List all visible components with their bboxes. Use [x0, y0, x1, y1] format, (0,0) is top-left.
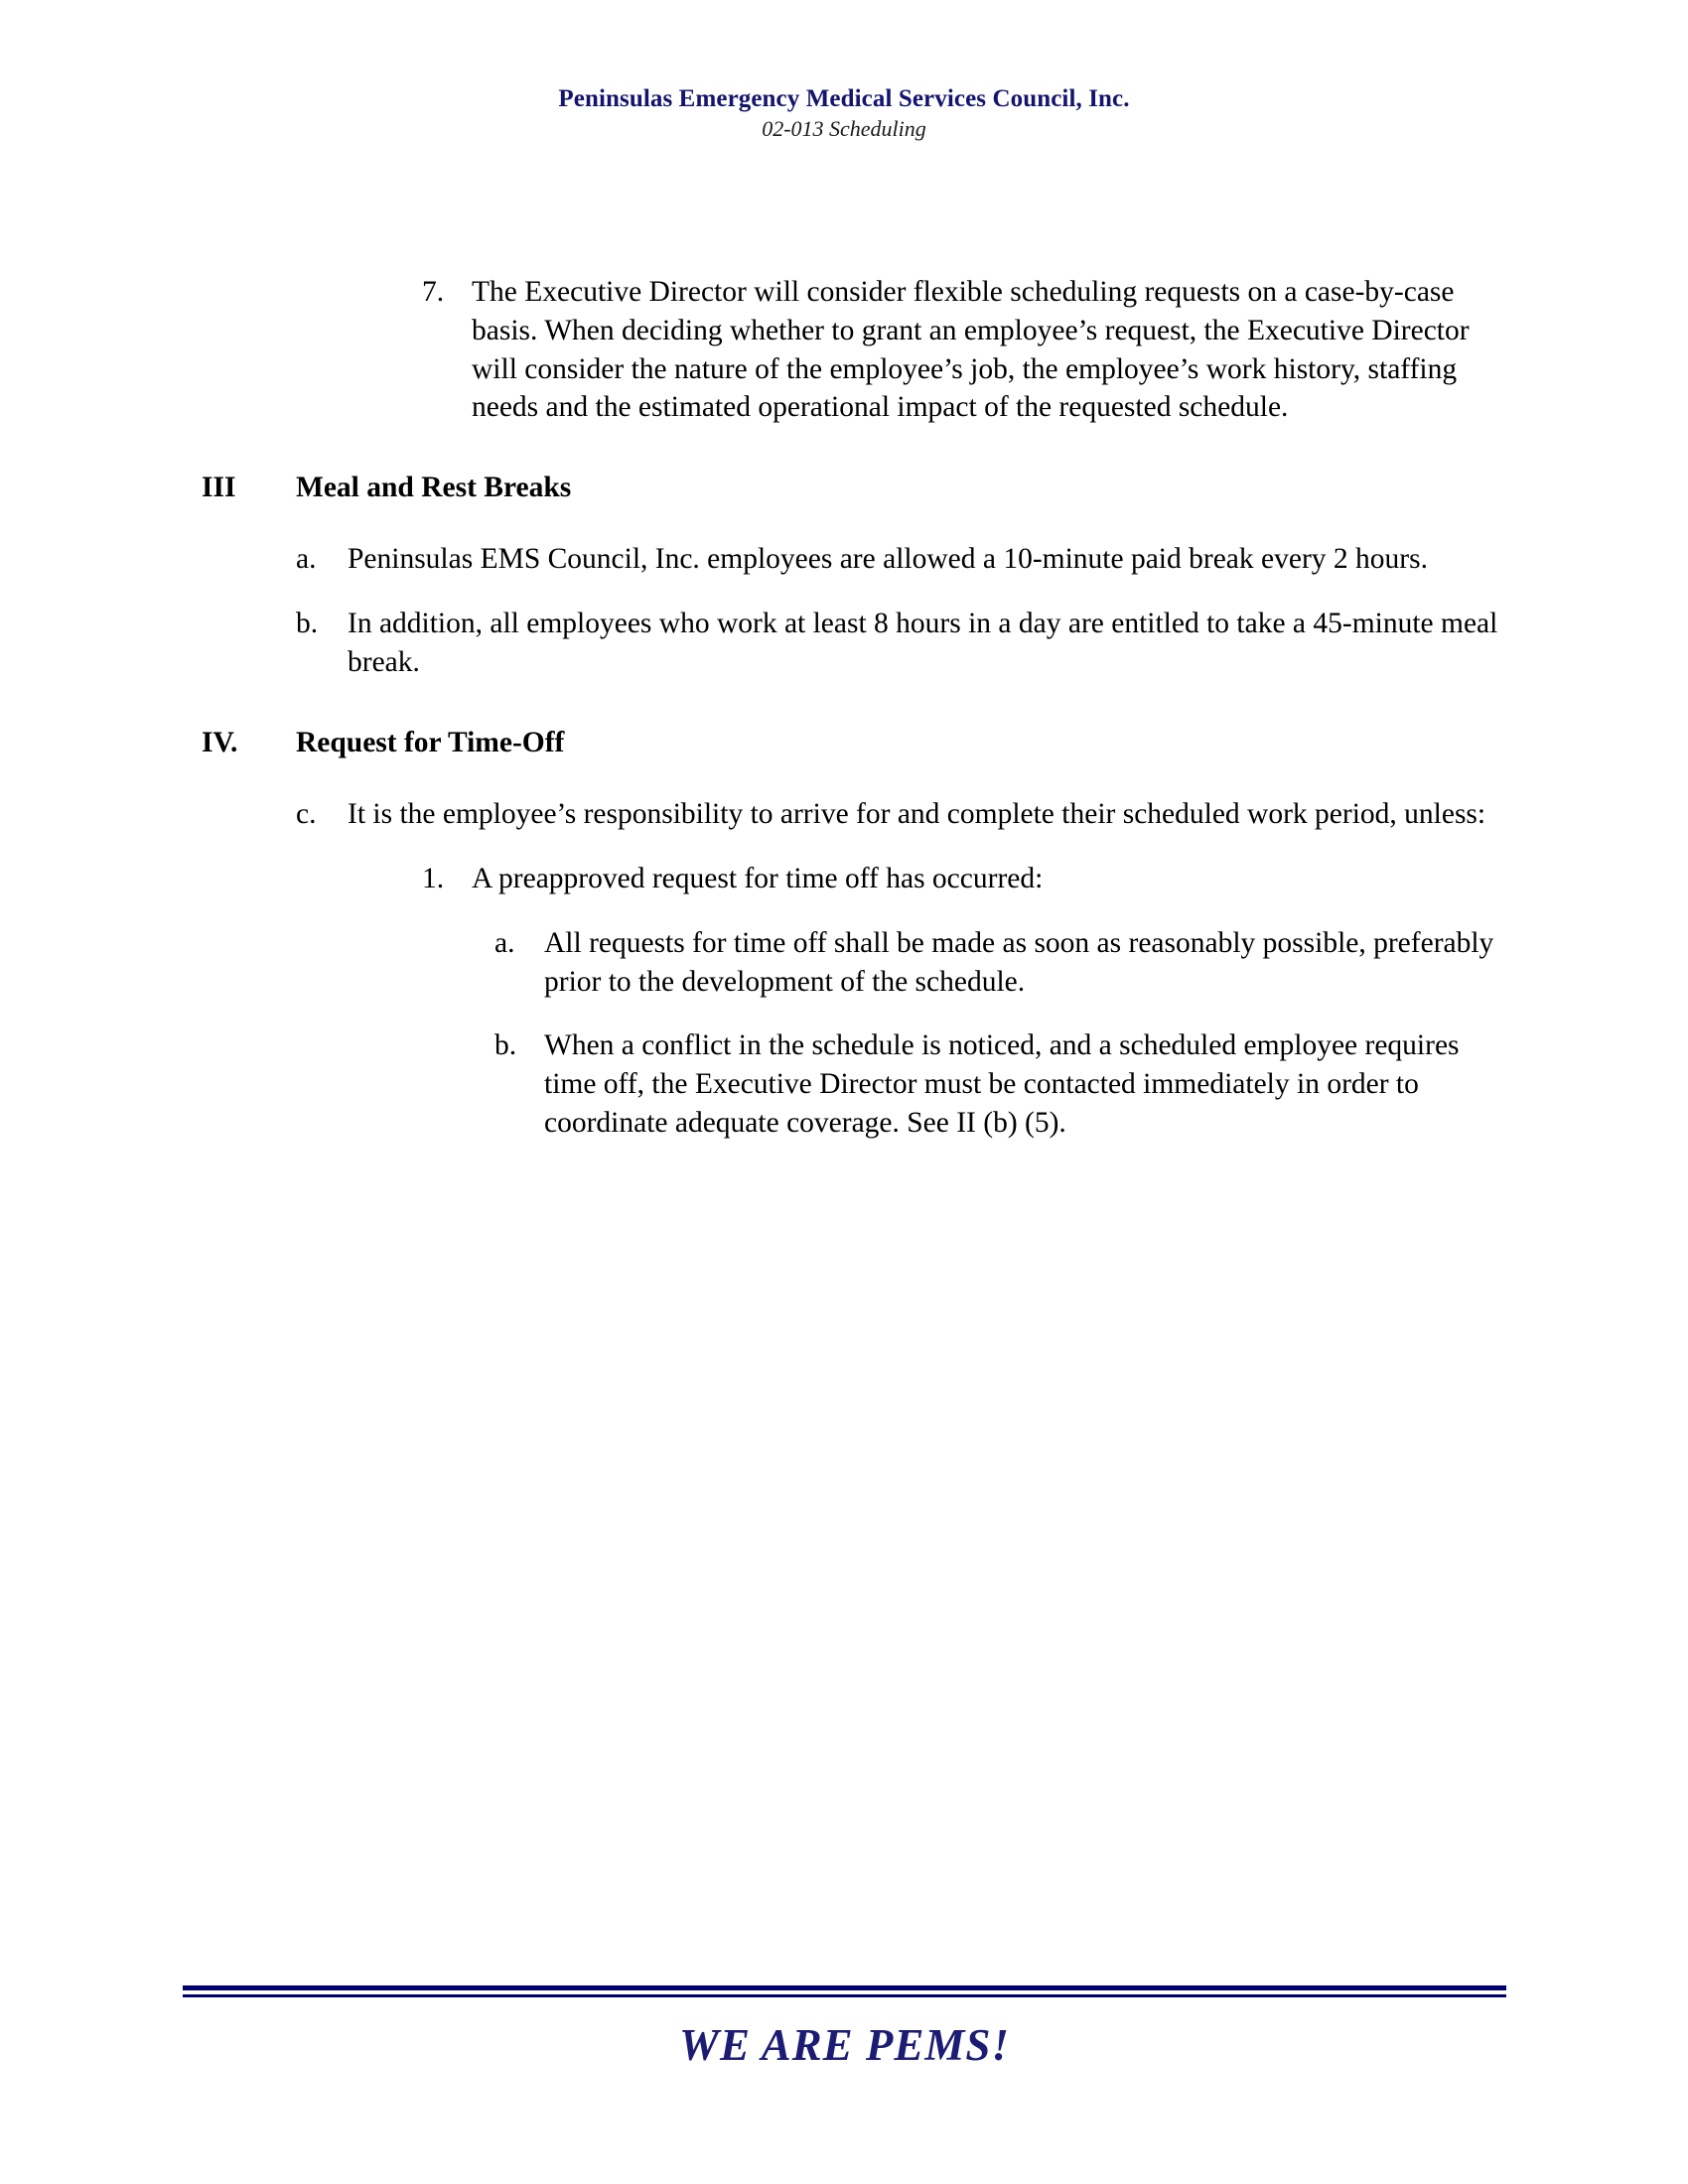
- list-item: [494, 924, 1509, 1002]
- list-marker: 7.: [422, 276, 445, 308]
- organization-name: Peninsulas Emergency Medical Services Council, Inc.: [558, 85, 1130, 112]
- spacer: [0, 898, 1688, 924]
- list-item: [422, 273, 1484, 427]
- section-heading-iv: [202, 724, 1688, 761]
- policy-reference: 02-013 Scheduling: [762, 115, 926, 141]
- document-body: [0, 273, 1688, 1143]
- list-item-text: A preapproved request for time off has occurred:: [472, 862, 1044, 894]
- spacer: [0, 579, 1688, 605]
- list-item: [296, 795, 1561, 834]
- section-title: Meal and Rest Breaks: [296, 472, 572, 504]
- list-item-text: When a conflict in the schedule is noticed, and a scheduled employee requires time off, the Executive Director must be contacted immediately in order to coordinate adequate coverage. See II (b) (5).: [544, 1029, 1460, 1139]
- document-footer: [183, 1985, 1506, 2071]
- section-heading-iii: [202, 469, 1688, 506]
- list-item: [494, 1026, 1509, 1142]
- list-item: [422, 860, 1509, 898]
- list-item-text: Peninsulas EMS Council, Inc. employees are allowed a 10-minute paid break every 2 hours.: [348, 543, 1428, 576]
- list-item: [296, 605, 1561, 682]
- spacer: [0, 506, 1688, 540]
- list-item-text: In addition, all employees who work at least 8 hours in a day are entitled to take a 45-minute meal break.: [348, 608, 1498, 679]
- spacer: [0, 834, 1688, 860]
- section-title: Request for Time-Off: [296, 726, 565, 758]
- list-marker: b.: [296, 608, 319, 640]
- list-marker: c.: [296, 798, 317, 831]
- section-numeral: III: [202, 472, 236, 504]
- footer-rule-thin: [183, 1994, 1506, 1997]
- list-item-text: All requests for time off shall be made as soon as reasonably possible, preferably prior to the development of the schedule.: [544, 926, 1494, 998]
- section-numeral: IV.: [202, 726, 238, 758]
- list-marker: b.: [494, 1029, 517, 1062]
- document-header: [0, 85, 1688, 142]
- list-item: [296, 540, 1561, 579]
- spacer: [0, 761, 1688, 795]
- spacer: [0, 682, 1688, 724]
- list-marker: 1.: [422, 862, 445, 894]
- footer-slogan: WE ARE PEMS!: [679, 2020, 1010, 2070]
- list-item-text: It is the employee’s responsibility to arrive for and complete their scheduled work period, unless:: [348, 798, 1486, 831]
- list-marker: a.: [494, 926, 515, 959]
- list-item-text: The Executive Director will consider flexible scheduling requests on a case-by-case basis. When deciding whether to grant an employee’s request, the Executive Director will consider the nature of the employee’s job, the employee’s work history, staffing needs and the estimated operational impact of the requested schedule.: [472, 276, 1470, 424]
- spacer: [0, 427, 1688, 469]
- spacer: [0, 1001, 1688, 1026]
- list-marker: a.: [296, 543, 317, 576]
